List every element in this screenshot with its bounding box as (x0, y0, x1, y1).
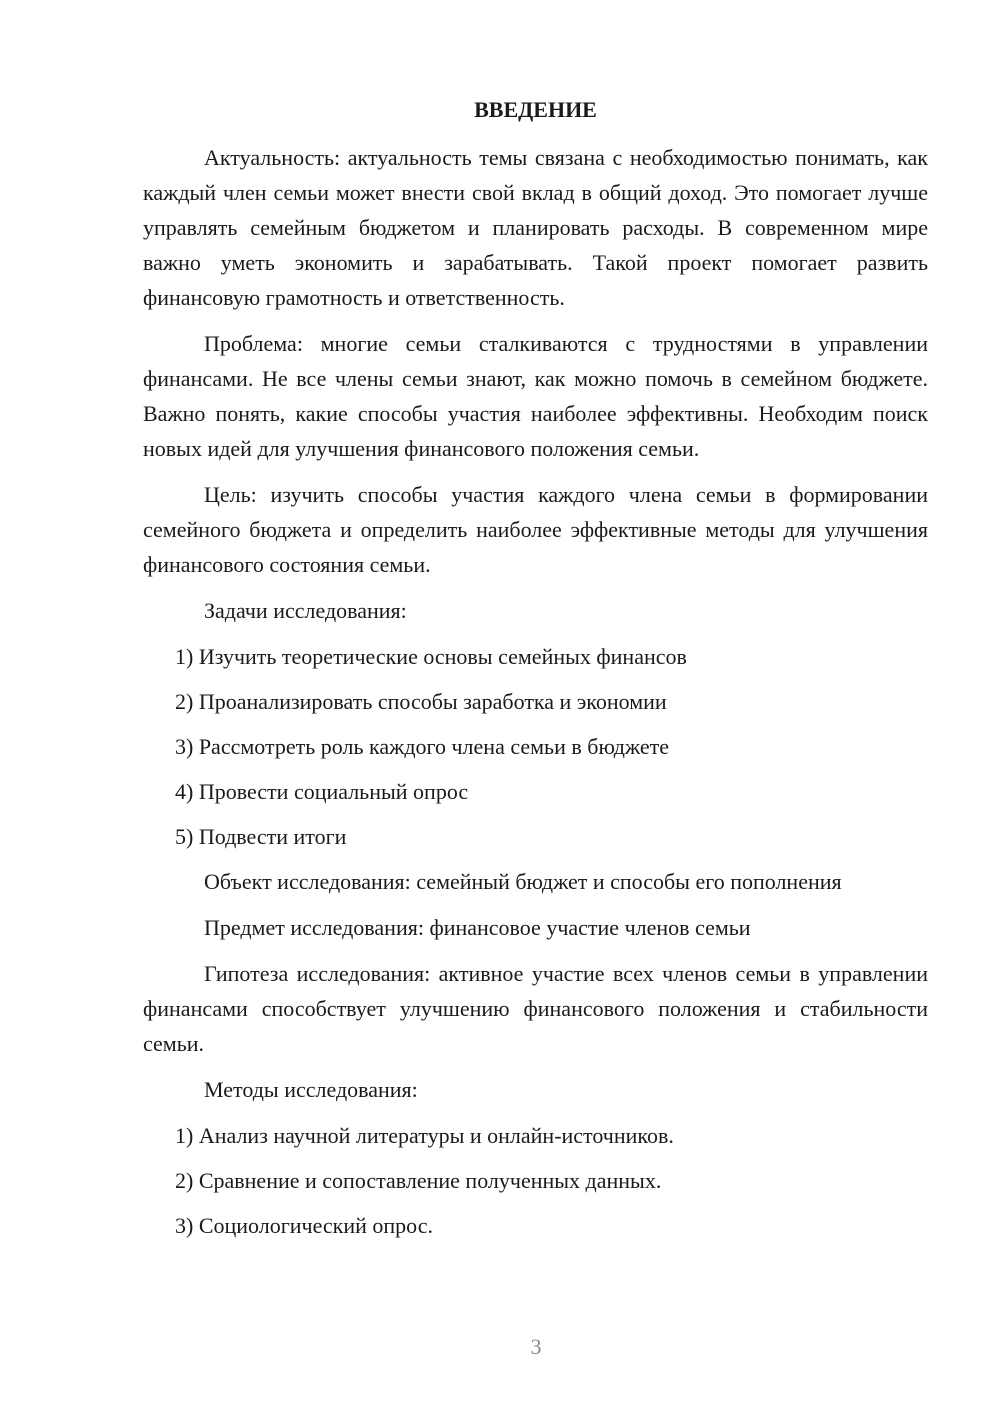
relevance-paragraph: Актуальность: актуальность темы связана с необходимостью понимать, как каждый член семьи может внести свой вклад в общий доход. Это помогает лучше управлять семейным бюджетом и планировать расходы. В современном мире важно уметь экономить и зарабатывать. Такой проект помогает развить финансовую грамотность и ответственность. (143, 145, 928, 310)
problem-paragraph: Проблема: многие семьи сталкиваются с трудностями в управлении финансами. Не все члены семьи знают, как можно помочь в семейном бюджете. Важно понять, какие способы участия наиболее эффективны. Необходим поиск новых идей для улучшения финансового положения семьи. (143, 331, 928, 461)
hypothesis-paragraph: Гипотеза исследования: активное участие всех членов семьи в управлении финансами способствует улучшению финансового положения и стабильности семьи. (143, 961, 928, 1056)
goal-paragraph: Цель: изучить способы участия каждого члена семьи в формировании семейного бюджета и определить наиболее эффективные методы для улучшения финансового состояния семьи. (143, 482, 928, 577)
task-item: 1) Изучить теоретические основы семейных финансов (175, 644, 687, 669)
methods-heading: Методы исследования: (204, 1077, 418, 1102)
task-item: 2) Проанализировать способы заработка и экономии (175, 689, 667, 714)
task-item: 5) Подвести итоги (175, 824, 347, 849)
research-subject: Предмет исследования: финансовое участие членов семьи (204, 915, 751, 940)
method-item: 1) Анализ научной литературы и онлайн-источников. (175, 1123, 674, 1148)
method-item: 2) Сравнение и сопоставление полученных данных. (175, 1168, 662, 1193)
section-title: ВВЕДЕНИЕ (474, 97, 597, 122)
method-item: 3) Социологический опрос. (175, 1213, 433, 1238)
tasks-heading: Задачи исследования: (204, 598, 407, 623)
task-item: 4) Провести социальный опрос (175, 779, 469, 804)
research-object: Объект исследования: семейный бюджет и способы его пополнения (204, 869, 842, 894)
document-page (143, 92, 928, 1253)
page-number: 3 (530, 1334, 542, 1359)
task-item: 3) Рассмотреть роль каждого члена семьи в бюджете (175, 734, 670, 759)
